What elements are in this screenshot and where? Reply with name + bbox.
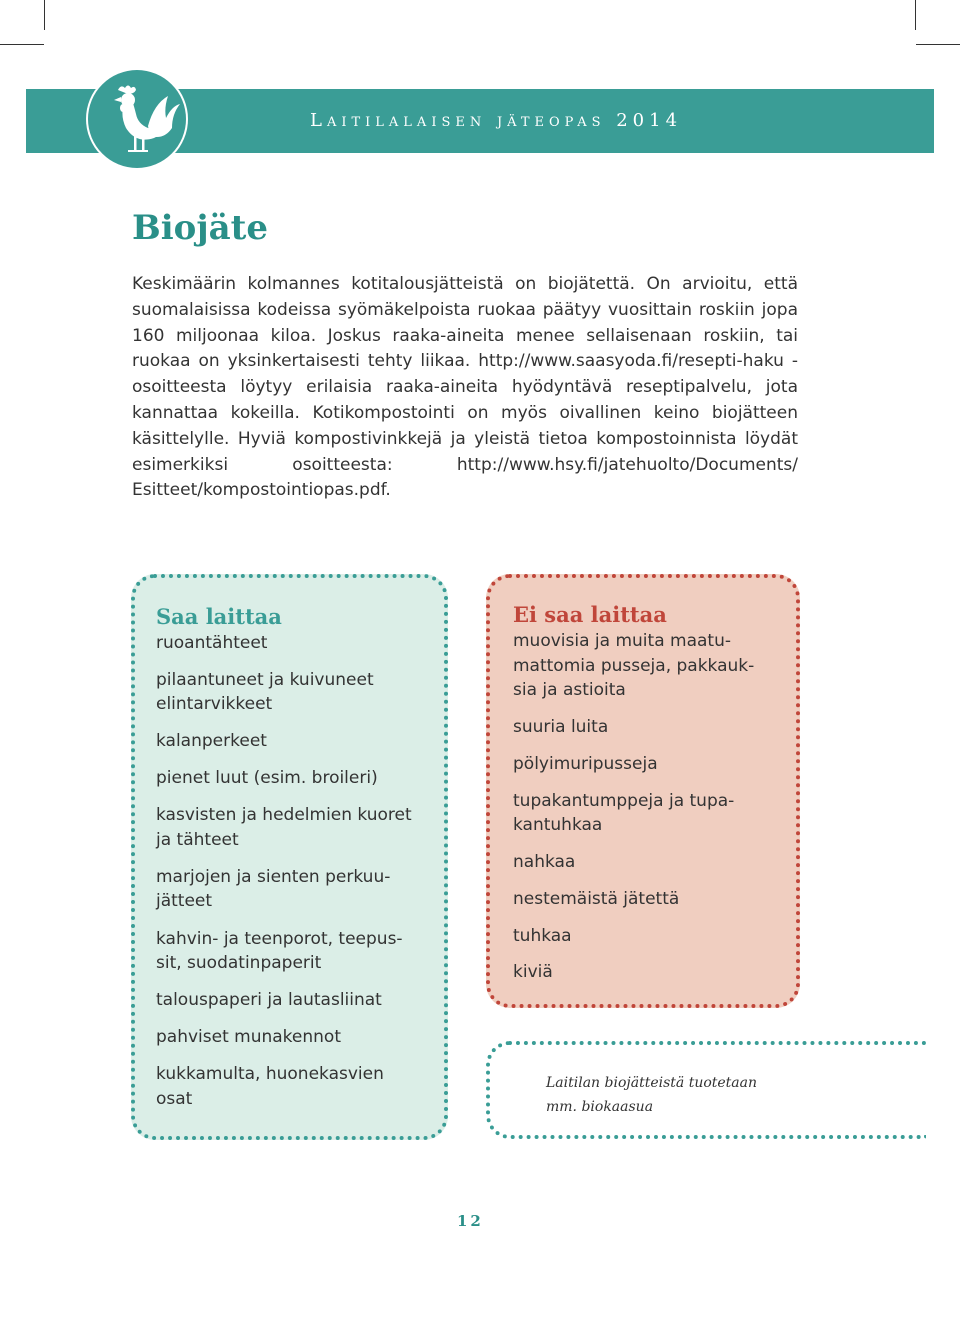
intro-line: Esitteet/kompostointiopas.pdf.	[132, 480, 391, 501]
intro-line: löydät esimerkiksi osoitteesta: http://www.hsy.fi/jatehuolto/Documents/	[132, 428, 798, 475]
page-title: Biojäte	[132, 208, 268, 248]
forbidden-item: tupakantumppeja ja tupa-	[513, 791, 735, 811]
forbidden-item: nestemäistä jätettä	[513, 889, 680, 909]
forbidden-item: tuhkaa	[513, 926, 572, 946]
forbidden-item: kiviä	[513, 962, 553, 982]
intro-line: jota kannattaa kokeilla. Kotikompostointi on myös oivallinen keino biojätteen	[132, 377, 798, 423]
intro-line: suomalaisissa kodeissa syömäkelpoista ruokaa päätyy vuosittain roskiin	[132, 299, 755, 320]
crop-mark-top-right	[915, 0, 916, 30]
allowed-item: sit, suodatinpaperit	[156, 953, 322, 973]
intro-line: käsittelylle. Hyviä kompostivinkkejä ja yleistä tietoa kompostoinnista	[132, 428, 737, 449]
allowed-item: kahvin- ja teenporot, teepus-	[156, 929, 403, 949]
logo	[88, 70, 186, 168]
crop-mark-top-left-h	[0, 44, 44, 45]
forbidden-item: nahkaa	[513, 852, 576, 872]
note-line: mm. biokaasua	[546, 1099, 654, 1115]
forbidden-item: pölyimuripusseja	[513, 754, 658, 774]
note-line: Laitilan biojätteistä tuotetaan	[546, 1075, 758, 1091]
forbidden-item: muovisia ja muita maatu-	[513, 631, 731, 651]
allowed-item: elintarvikkeet	[156, 694, 273, 714]
crop-mark-top-left	[44, 0, 45, 30]
allowed-item: pienet luut (esim. broileri)	[156, 768, 378, 788]
allowed-item: kukkamulta, huonekasvien	[156, 1064, 384, 1084]
allowed-item: talouspaperi ja lautasliinat	[156, 990, 382, 1010]
intro-line: jopa 160 miljoonaa kiloa. Joskus raaka-aineita menee sellaisenaan roskiin,	[132, 299, 798, 346]
forbidden-item: mattomia pusseja, pakkauk-	[513, 656, 755, 676]
allowed-item: marjojen ja sienten perkuu-	[156, 867, 391, 887]
intro-line: tai ruokaa on yksinkertaisesti tehty liikaa. http://www.saasyoda.fi/resepti-	[132, 325, 798, 372]
intro-line: haku -osoitteesta löytyy erilaisia raaka-aineita hyödyntävä reseptipalvelu,	[132, 351, 799, 398]
forbidden-heading: Ei saa laittaa	[513, 602, 667, 627]
forbidden-item: kantuhkaa	[513, 815, 603, 835]
allowed-item: kasvisten ja hedelmien kuoret	[156, 805, 412, 825]
intro-paragraph	[132, 272, 798, 504]
allowed-box	[131, 574, 448, 1140]
allowed-heading: Saa laittaa	[156, 604, 282, 629]
allowed-item: ruoantähteet	[156, 633, 268, 653]
allowed-item: ja tähteet	[156, 830, 239, 850]
allowed-item: kalanperkeet	[156, 731, 267, 751]
rooster-icon	[88, 70, 186, 168]
crop-mark-top-right-h	[916, 44, 960, 45]
allowed-item: osat	[156, 1089, 193, 1109]
forbidden-item: suuria luita	[513, 717, 609, 737]
forbidden-item: sia ja astioita	[513, 680, 626, 700]
allowed-item: pilaantuneet ja kuivuneet	[156, 670, 374, 690]
header-title: Laitilalaisen jäteopas 2014	[310, 110, 683, 131]
intro-line: Keskimäärin kolmannes kotitalousjätteistä on biojätettä. On arvioitu, että	[132, 274, 798, 294]
page-number: 12	[457, 1212, 484, 1230]
allowed-item: jätteet	[156, 891, 213, 911]
allowed-item: pahviset munakennot	[156, 1027, 341, 1047]
